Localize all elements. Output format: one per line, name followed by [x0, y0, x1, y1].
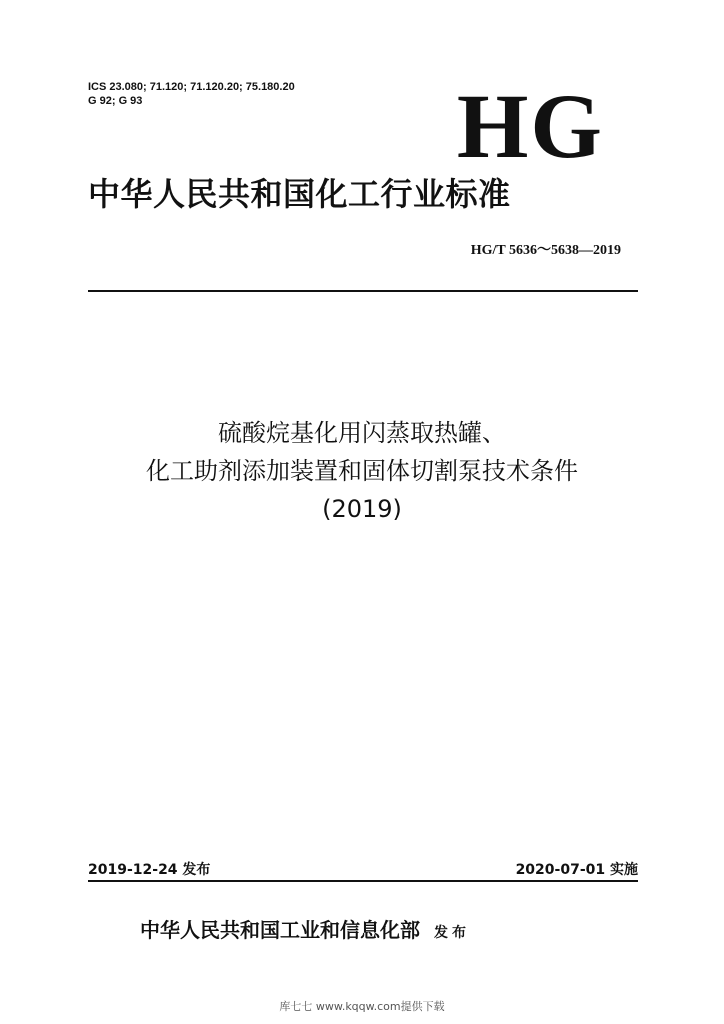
title-line-1: 硫酸烷基化用闪蒸取热罐、 [218, 419, 506, 447]
issuing-authority [140, 914, 470, 943]
issue-date: 2019-12-24 发布 [88, 862, 211, 878]
issue-verb: 发布 [434, 925, 470, 941]
ccs-code: G 92; G 93 [88, 95, 143, 107]
standard-number: HG/T 5636～5638—2019 [470, 243, 621, 258]
bottom-divider [88, 880, 638, 882]
ics-code: ICS 23.080; 71.120; 71.120.20; 75.180.20 [88, 81, 295, 93]
title-line-3: (2019) [322, 495, 402, 523]
implementation-date: 2020-07-01 实施 [515, 862, 638, 878]
issuer-name: 中华人民共和国工业和信息化部 [140, 918, 420, 942]
title-line-2: 化工助剂添加装置和固体切割泵技术条件 [146, 457, 578, 485]
document-title [62, 414, 662, 528]
top-divider [88, 290, 638, 292]
hg-logo: HG [456, 75, 604, 177]
classification-codes [88, 80, 295, 108]
standard-category-title: 中华人民共和国化工行业标准 [88, 175, 511, 213]
download-watermark: 库七七 www.kqqw.com提供下载 [279, 1000, 445, 1013]
